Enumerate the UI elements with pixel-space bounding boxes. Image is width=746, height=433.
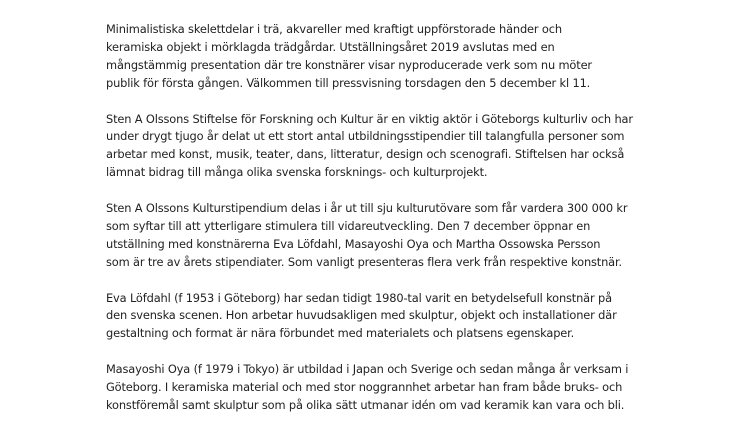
text-line: gestaltning och format är nära förbundet med materialets och platsens egenskaper.: [106, 326, 575, 341]
scholarship-paragraph: [106, 200, 666, 272]
text-line: Masayoshi Oya (f 1979 i Tokyo) är utbildad i Japan och Sverige och sedan många år verksam i: [106, 362, 629, 377]
text-line: under drygt tjugo år delat ut ett stort antal utbildningsstipendier till talangfulla personer som: [106, 129, 625, 144]
text-line: arbetar med konst, musik, teater, dans, litteratur, design och scenografi. Stiftelsen har också: [106, 147, 625, 162]
text-line: publik för första gången. Välkommen till pressvisning torsdagen den 5 december kl 11.: [106, 75, 591, 90]
press-release-body: [106, 21, 666, 433]
text-line: keramiska objekt i mörklagda trädgårdar. Utställningsåret 2019 avslutas med en: [106, 39, 555, 54]
foundation-paragraph: [106, 111, 666, 183]
text-line: lämnat bidrag till många olika svenska forsknings- och kulturprojekt.: [106, 165, 488, 180]
text-line: som syftar till att ytterligare stimulera till vidareutveckling. Den 7 december öppnar en: [106, 218, 591, 233]
text-line: Sten A Olssons Kulturstipendium delas i år ut till sju kulturutövare som får vardera 300 000 kr: [106, 201, 628, 216]
artist-lofdahl-paragraph: [106, 290, 666, 344]
text-line: som är tre av årets stipendiater. Som vanligt presenteras flera verk från respektive konstnär.: [106, 254, 622, 269]
artist-oya-paragraph: [106, 361, 666, 415]
text-line: utställning med konstnärerna Eva Löfdahl, Masayoshi Oya och Martha Ossowska Persson: [106, 236, 601, 251]
text-line: Minimalistiska skelettdelar i trä, akvareller med kraftigt uppförstorade händer och: [106, 22, 562, 36]
intro-paragraph: [106, 21, 666, 93]
text-line: konstföremål samt skulptur som på olika sätt utmanar idén om vad keramik kan vara och bli.: [106, 397, 625, 412]
text-line: Sten A Olssons Stiftelse för Forskning och Kultur är en viktig aktör i Göteborgs kulturliv och har: [106, 111, 633, 126]
text-line: den svenska scenen. Hon arbetar huvudsakligen med skulptur, objekt och installationer där: [106, 308, 617, 323]
text-line: Göteborg. I keramiska material och med stor noggrannhet arbetar han fram både bruks- och: [106, 380, 623, 395]
text-line: mångstämmig presentation där tre konstnärer visar nyproducerade verk som nu möter: [106, 57, 592, 72]
text-line: Eva Löfdahl (f 1953 i Göteborg) har sedan tidigt 1980-tal varit en betydelsefull konstnär på: [106, 290, 612, 305]
